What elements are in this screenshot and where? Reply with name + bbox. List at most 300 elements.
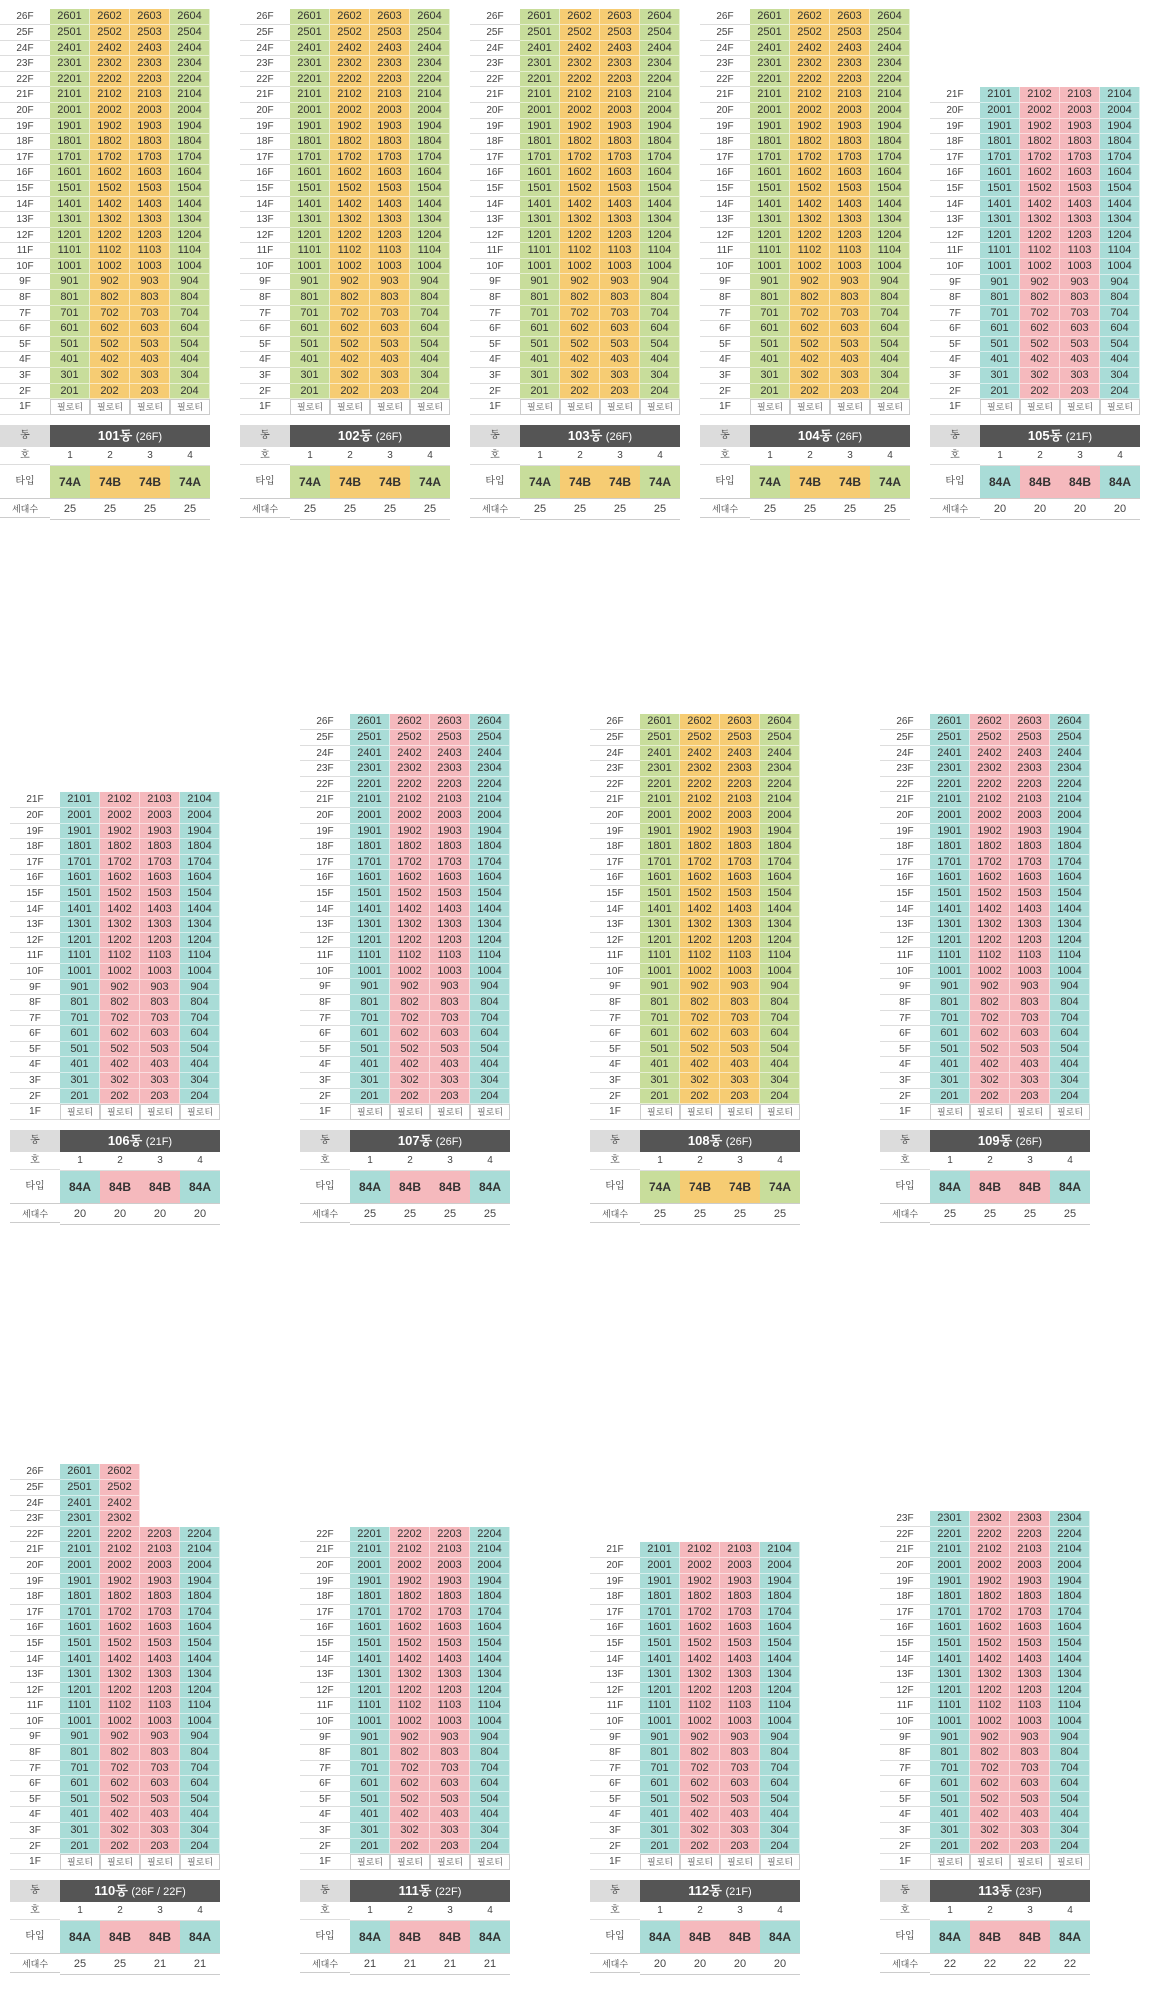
unit-cell: 1702 <box>970 1605 1010 1621</box>
floor-label: 12F <box>880 933 930 949</box>
unit-cell: 303 <box>140 1823 180 1839</box>
unit-cell: 1404 <box>170 197 210 213</box>
floor-label: 6F <box>240 321 290 337</box>
unit-cell: 1004 <box>410 259 450 275</box>
unit-cell: 304 <box>470 1823 510 1839</box>
floor-row <box>880 1761 1090 1777</box>
floor-label: 7F <box>300 1761 350 1777</box>
unit-cell: 401 <box>750 352 790 368</box>
unit-cell: 1301 <box>350 1667 390 1683</box>
unit-type: 74A <box>520 466 560 498</box>
floor-label: 17F <box>10 1605 60 1621</box>
unit-cell: 902 <box>560 274 600 290</box>
dong-label: 동 <box>700 425 750 447</box>
unit-cell: 704 <box>640 306 680 322</box>
unit-cell: 901 <box>930 979 970 995</box>
unit-cell: 802 <box>680 995 720 1011</box>
unit-type: 84A <box>180 1921 220 1953</box>
unit-cell: 301 <box>350 1823 390 1839</box>
household-count: 20 <box>720 1953 760 1975</box>
floor-row <box>10 1745 220 1761</box>
ho-label: 호 <box>700 447 750 465</box>
floor-label: 15F <box>930 181 980 197</box>
floor-row <box>880 1636 1090 1652</box>
unit-cell: 1501 <box>290 181 330 197</box>
unit-type: 74B <box>330 466 370 498</box>
piloti-cell: 필로티 <box>100 1104 140 1120</box>
unit-cell: 1802 <box>390 1589 430 1605</box>
floor-label: 9F <box>700 274 750 290</box>
unit-cell: 803 <box>720 1745 760 1761</box>
unit-cell: 1201 <box>640 933 680 949</box>
building-name: 112동 (21F) <box>640 1880 800 1902</box>
floor-row <box>590 761 800 777</box>
dong-row <box>0 425 210 447</box>
floor-row <box>10 1589 220 1605</box>
floor-row <box>10 980 220 996</box>
unit-cell: 1604 <box>470 870 510 886</box>
floor-label: 19F <box>470 119 520 135</box>
floor-row <box>300 1807 510 1823</box>
floor-label: 16F <box>300 870 350 886</box>
unit-cell: 2401 <box>350 746 390 762</box>
unit-cell: 2203 <box>830 72 870 88</box>
floor-row <box>300 933 510 949</box>
unit-cell: 1203 <box>720 933 760 949</box>
unit-cell: 901 <box>930 1730 970 1746</box>
floor-label: 8F <box>880 1745 930 1761</box>
unit-cell: 1101 <box>50 243 90 259</box>
unit-cell: 1901 <box>60 824 100 840</box>
floor-label: 11F <box>10 1698 60 1714</box>
building-info-table <box>0 425 210 520</box>
unit-type: 74A <box>640 466 680 498</box>
unit-cell: 2201 <box>930 777 970 793</box>
unit-cell: 2003 <box>140 808 180 824</box>
unit-cell: 2604 <box>410 9 450 25</box>
building-info-table <box>240 425 450 520</box>
unit-cell: 2001 <box>60 1558 100 1574</box>
unit-type: 84B <box>140 1171 180 1203</box>
unit-cell: 601 <box>60 1776 100 1792</box>
floor-row <box>590 902 800 918</box>
floor-label: 18F <box>470 134 520 150</box>
unit-cell: 602 <box>100 1026 140 1042</box>
unit-cell: 802 <box>330 290 370 306</box>
unit-cell: 803 <box>830 290 870 306</box>
unit-cell: 502 <box>330 337 370 353</box>
floor-label: 26F <box>240 9 290 25</box>
households-row <box>930 498 1140 520</box>
unit-cell: 401 <box>930 1057 970 1073</box>
floor-label: 23F <box>880 1511 930 1527</box>
unit-cell: 704 <box>760 1761 800 1777</box>
unit-cell: 201 <box>520 384 560 400</box>
unit-cell: 2104 <box>170 87 210 103</box>
unit-cell: 1201 <box>520 228 560 244</box>
unit-cell: 1503 <box>720 886 760 902</box>
floor-row <box>10 839 220 855</box>
unit-cell: 1301 <box>980 212 1020 228</box>
floor-label: 2F <box>470 384 520 400</box>
floor-row <box>10 933 220 949</box>
floor-label: 10F <box>590 964 640 980</box>
unit-cell: 1503 <box>830 181 870 197</box>
unit-cell: 2103 <box>720 1542 760 1558</box>
unit-type: 84B <box>140 1921 180 1953</box>
unit-cell: 1204 <box>410 228 450 244</box>
unit-type: 84B <box>1010 1171 1050 1203</box>
unit-cell: 303 <box>600 368 640 384</box>
unit-cell: 1701 <box>640 1605 680 1621</box>
floor-label: 17F <box>700 150 750 166</box>
unit-cell: 1501 <box>640 1636 680 1652</box>
unit-cell: 1704 <box>470 855 510 871</box>
floor-label: 11F <box>240 243 290 259</box>
household-count: 21 <box>180 1953 220 1975</box>
unit-cell: 2003 <box>430 1558 470 1574</box>
floor-label: 14F <box>880 1652 930 1668</box>
floor-label: 8F <box>590 995 640 1011</box>
household-count: 25 <box>1010 1203 1050 1225</box>
piloti-cell: 필로티 <box>720 1104 760 1120</box>
floor-row <box>300 870 510 886</box>
floor-row <box>10 1698 220 1714</box>
unit-cell: 802 <box>970 1745 1010 1761</box>
unit-cell: 1602 <box>790 165 830 181</box>
floor-label: 5F <box>880 1042 930 1058</box>
unit-cell: 1202 <box>970 1683 1010 1699</box>
unit-cell: 1104 <box>1050 948 1090 964</box>
floor-row <box>300 1730 510 1746</box>
piloti-cell: 필로티 <box>830 399 870 415</box>
floor-label: 6F <box>10 1776 60 1792</box>
unit-cell: 1904 <box>870 119 910 135</box>
unit-cell: 2601 <box>750 9 790 25</box>
household-count: 20 <box>640 1953 680 1975</box>
unit-cell: 1503 <box>1060 181 1100 197</box>
floor-row <box>300 1542 510 1558</box>
unit-cell: 801 <box>60 995 100 1011</box>
unit-cell: 404 <box>180 1807 220 1823</box>
unit-cell: 601 <box>290 321 330 337</box>
unit-cell: 1603 <box>370 165 410 181</box>
building-floors: (22F) <box>435 1886 462 1898</box>
piloti-cell: 필로티 <box>970 1854 1010 1870</box>
unit-cell: 1101 <box>60 1698 100 1714</box>
unit-cell: 1001 <box>930 964 970 980</box>
floor-label: 15F <box>880 886 930 902</box>
household-count: 25 <box>760 1203 800 1225</box>
unit-cell: 403 <box>1010 1807 1050 1823</box>
unit-cell: 1401 <box>290 197 330 213</box>
unit-cell: 1102 <box>390 948 430 964</box>
building-info-table <box>300 1130 510 1225</box>
floor-row <box>590 1730 800 1746</box>
floor-label: 26F <box>300 714 350 730</box>
unit-cell: 703 <box>1010 1761 1050 1777</box>
unit-cell: 1103 <box>430 948 470 964</box>
floor-label: 15F <box>300 1636 350 1652</box>
household-count: 22 <box>1010 1953 1050 1975</box>
unit-cell: 1802 <box>560 134 600 150</box>
building-info-table <box>880 1130 1090 1225</box>
unit-cell: 1204 <box>760 1683 800 1699</box>
unit-cell: 1904 <box>640 119 680 135</box>
unit-cell: 1003 <box>1010 1714 1050 1730</box>
floor-label: 24F <box>470 41 520 57</box>
unit-cell: 1102 <box>680 1698 720 1714</box>
unit-cell: 404 <box>760 1057 800 1073</box>
empty-cell <box>140 1496 180 1512</box>
unit-cell: 2101 <box>750 87 790 103</box>
floor-label: 4F <box>880 1057 930 1073</box>
floor-label: 13F <box>300 1667 350 1683</box>
floor-label: 12F <box>10 1683 60 1699</box>
unit-cell: 2504 <box>1050 730 1090 746</box>
unit-cell: 504 <box>180 1792 220 1808</box>
floor-row <box>300 917 510 933</box>
unit-cell: 201 <box>350 1839 390 1855</box>
unit-cell: 404 <box>870 352 910 368</box>
line-number: 1 <box>350 1152 390 1171</box>
floor-label: 19F <box>300 1574 350 1590</box>
unit-cell: 801 <box>640 1745 680 1761</box>
floor-row <box>590 855 800 871</box>
unit-cell: 2203 <box>1010 777 1050 793</box>
floor-row <box>0 290 210 306</box>
unit-cell: 503 <box>600 337 640 353</box>
floor-label: 25F <box>300 730 350 746</box>
unit-cell: 902 <box>330 274 370 290</box>
unit-cell: 502 <box>1020 337 1060 353</box>
unit-cell: 1003 <box>140 1714 180 1730</box>
piloti-cell: 필로티 <box>330 399 370 415</box>
floor-row <box>300 1761 510 1777</box>
unit-cell: 2404 <box>410 41 450 57</box>
unit-cell: 604 <box>470 1026 510 1042</box>
floor-label: 24F <box>590 746 640 762</box>
floor-row <box>470 9 680 25</box>
unit-cell: 1404 <box>470 1652 510 1668</box>
unit-cell: 503 <box>720 1042 760 1058</box>
floor-row <box>300 964 510 980</box>
unit-cell: 1203 <box>140 1683 180 1699</box>
building-floors: (26F) <box>135 431 163 443</box>
unit-cell: 2303 <box>130 56 170 72</box>
unit-cell: 2002 <box>390 808 430 824</box>
building-name: 104동 (26F) <box>750 425 910 447</box>
floor-label: 22F <box>470 72 520 88</box>
unit-cell: 1502 <box>390 886 430 902</box>
unit-cell: 503 <box>830 337 870 353</box>
floor-row <box>300 1683 510 1699</box>
floor-label: 5F <box>930 337 980 353</box>
floor-label: 7F <box>700 306 750 322</box>
unit-cell: 2104 <box>1100 87 1140 103</box>
unit-cell: 601 <box>60 1026 100 1042</box>
floor-label: 9F <box>10 980 60 996</box>
unit-cell: 904 <box>180 1729 220 1745</box>
floor-label: 21F <box>300 792 350 808</box>
floor-label: 9F <box>590 979 640 995</box>
piloti-cell: 필로티 <box>1020 399 1060 415</box>
unit-cell: 1404 <box>760 902 800 918</box>
unit-cell: 1603 <box>830 165 870 181</box>
floor-row <box>10 1527 220 1543</box>
dong-row <box>590 1130 800 1152</box>
floor-label: 16F <box>10 870 60 886</box>
unit-cell: 1204 <box>180 1683 220 1699</box>
unit-cell: 1401 <box>640 902 680 918</box>
unit-cell: 1402 <box>680 1652 720 1668</box>
floor-label: 4F <box>590 1807 640 1823</box>
unit-cell: 1001 <box>980 259 1020 275</box>
unit-cell: 2502 <box>390 730 430 746</box>
unit-cell: 1303 <box>370 212 410 228</box>
floor-label: 21F <box>590 1542 640 1558</box>
unit-cell: 1701 <box>520 150 560 166</box>
households-label: 세대수 <box>700 498 750 518</box>
unit-cell: 2302 <box>330 56 370 72</box>
unit-cell: 1102 <box>1020 243 1060 259</box>
unit-cell: 1102 <box>790 243 830 259</box>
floor-label: 10F <box>300 964 350 980</box>
building-floors: (21F) <box>1065 431 1093 443</box>
floor-row <box>700 41 910 57</box>
unit-cell: 501 <box>350 1042 390 1058</box>
unit-cell: 903 <box>430 979 470 995</box>
unit-cell: 1004 <box>1100 259 1140 275</box>
floor-row <box>930 306 1140 322</box>
floor-label: 12F <box>300 933 350 949</box>
unit-cell: 1904 <box>760 1574 800 1590</box>
unit-cell: 1301 <box>930 1667 970 1683</box>
floor-label: 14F <box>470 197 520 213</box>
floor-label: 6F <box>700 321 750 337</box>
unit-cell: 2004 <box>1050 808 1090 824</box>
unit-cell: 901 <box>60 1729 100 1745</box>
piloti-cell: 필로티 <box>390 1854 430 1870</box>
unit-cell: 1002 <box>970 1714 1010 1730</box>
floor-label: 6F <box>10 1026 60 1042</box>
floor-label: 23F <box>0 56 50 72</box>
unit-cell: 704 <box>470 1011 510 1027</box>
unit-cell: 1004 <box>1050 964 1090 980</box>
unit-cell: 2102 <box>90 87 130 103</box>
unit-cell: 1603 <box>1010 1620 1050 1636</box>
unit-cell: 901 <box>350 979 390 995</box>
unit-cell: 1904 <box>1100 119 1140 135</box>
unit-cell: 502 <box>970 1042 1010 1058</box>
households-row <box>10 1203 220 1225</box>
household-count: 25 <box>370 498 410 520</box>
floor-label: 17F <box>470 150 520 166</box>
floor-row <box>10 1839 220 1855</box>
unit-cell: 1701 <box>350 855 390 871</box>
floor-row <box>300 792 510 808</box>
unit-cell: 303 <box>720 1073 760 1089</box>
unit-cell: 1504 <box>1050 886 1090 902</box>
unit-cell: 2303 <box>830 56 870 72</box>
floor-label: 10F <box>700 259 750 275</box>
unit-cell: 2302 <box>100 1511 140 1527</box>
unit-cell: 1601 <box>50 165 90 181</box>
unit-cell: 1403 <box>370 197 410 213</box>
unit-cell: 1104 <box>410 243 450 259</box>
unit-cell: 1703 <box>720 855 760 871</box>
unit-cell: 1101 <box>60 948 100 964</box>
unit-cell: 2003 <box>370 103 410 119</box>
floor-label: 1F <box>300 1854 350 1870</box>
unit-cell: 1403 <box>430 902 470 918</box>
household-count: 21 <box>390 1953 430 1975</box>
floor-row <box>880 1792 1090 1808</box>
unit-cell: 2202 <box>790 72 830 88</box>
unit-type: 84B <box>720 1921 760 1953</box>
floor-row <box>240 306 450 322</box>
unit-cell: 2202 <box>560 72 600 88</box>
unit-cell: 1404 <box>180 902 220 918</box>
floor-label: 8F <box>880 995 930 1011</box>
floor-row <box>10 1542 220 1558</box>
unit-cell: 1902 <box>100 824 140 840</box>
unit-cell: 1204 <box>180 933 220 949</box>
unit-cell: 2603 <box>430 714 470 730</box>
unit-type: 74A <box>870 466 910 498</box>
floor-row <box>10 1776 220 1792</box>
unit-cell: 401 <box>980 352 1020 368</box>
floor-label: 4F <box>300 1807 350 1823</box>
floor-row <box>590 1042 800 1058</box>
floor-row <box>590 1542 800 1558</box>
unit-cell: 2604 <box>170 9 210 25</box>
unit-cell: 1502 <box>560 181 600 197</box>
unit-cell: 2101 <box>350 1542 390 1558</box>
unit-type: 74A <box>640 1171 680 1203</box>
unit-cell: 1703 <box>370 150 410 166</box>
floor-label: 17F <box>240 150 290 166</box>
unit-cell: 1901 <box>640 824 680 840</box>
unit-cell: 903 <box>600 274 640 290</box>
unit-cell: 202 <box>970 1089 1010 1105</box>
floor-row <box>0 41 210 57</box>
unit-cell: 1103 <box>830 243 870 259</box>
floor-label: 4F <box>470 352 520 368</box>
floor-row <box>0 352 210 368</box>
unit-cell: 702 <box>970 1011 1010 1027</box>
unit-cell: 1804 <box>640 134 680 150</box>
floor-row <box>300 1089 510 1105</box>
unit-cell: 1103 <box>720 1698 760 1714</box>
unit-type: 74B <box>600 466 640 498</box>
unit-cell: 2304 <box>870 56 910 72</box>
unit-cell: 602 <box>330 321 370 337</box>
floor-row <box>880 1511 1090 1527</box>
floor-label: 20F <box>700 103 750 119</box>
floor-label: 3F <box>700 368 750 384</box>
floor-row <box>700 212 910 228</box>
unit-cell: 1004 <box>470 1714 510 1730</box>
floor-label: 19F <box>930 119 980 135</box>
unit-cell: 1503 <box>1010 1636 1050 1652</box>
floor-row <box>300 1042 510 1058</box>
floor-row <box>880 1839 1090 1855</box>
household-count: 25 <box>750 498 790 520</box>
unit-cell: 1903 <box>1060 119 1100 135</box>
unit-cell: 2102 <box>390 792 430 808</box>
floor-label: 18F <box>880 1589 930 1605</box>
